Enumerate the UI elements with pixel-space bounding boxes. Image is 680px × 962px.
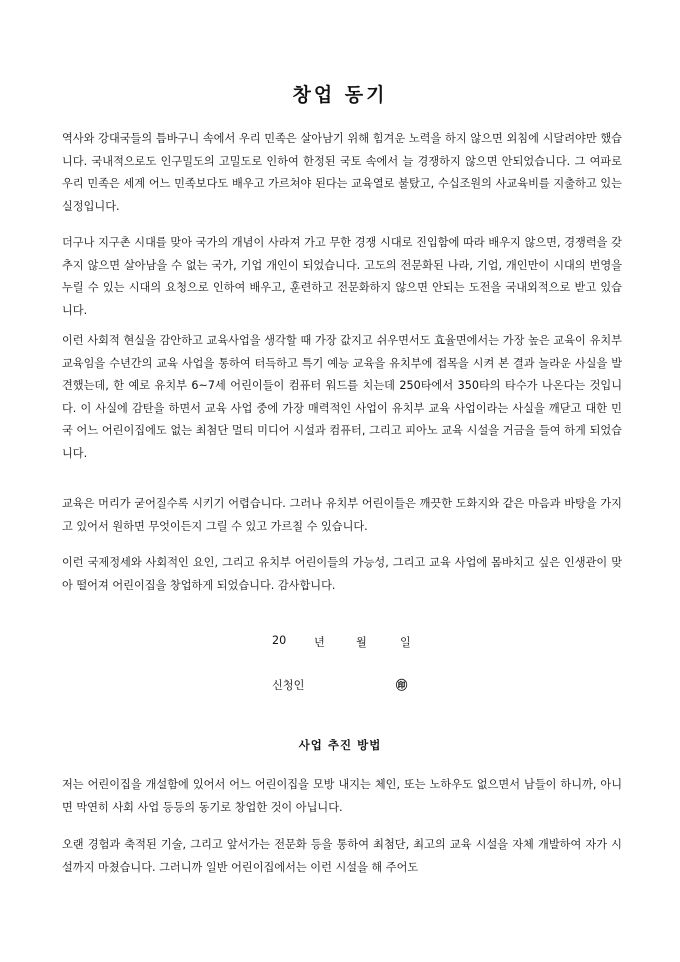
document-title: 창업 동기 (292, 84, 388, 106)
applicant-label: 신청인 (272, 679, 305, 692)
date-day-unit: 일 (400, 636, 411, 649)
date-year: 20 (272, 634, 287, 647)
date-month-unit: 월 (356, 636, 367, 649)
signature-line (0, 677, 680, 697)
body-paragraph: 이런 국제정세와 사회적인 요인, 그리고 유치부 어린이들의 가능성, 그리고 교육 사업에 몸바치고 싶은 인생관이 맞아 떨어져 어린이집을 창업하게 되었습니다. 감사합니다. (62, 556, 622, 592)
body-paragraph: 이런 사회적 현실을 감안하고 교육사업을 생각할 때 가장 값지고 쉬우면서도 효율면에서는 가장 높은 교육이 유치부 교육임을 수년간의 교육 사업을 통하여 터득하고 특기 예능 교육을 유치부에 접목을 시켜 본 결과 놀라운 사실을 발견했는데, 한 예로 유치부 6~7세 어린이들이 컴퓨터 워드를 치는데 250타에서 350타의 타수가 나온다는 것입니다. 이 사실에 감탄을 하면서 교육 사업 중에 가장 매력적인 사업이 유치부 교육 사업이라는 사실을 깨닫고 대한 민국 어느 어린이집에도 없는 최첨단 멀티 미디어 시설과 컴퓨터, 그리고 피아노 교육 시설을 거금을 들여 하게 되었습니다. (62, 334, 622, 460)
section-paragraph: 오랜 경험과 축적된 기술, 그리고 앞서가는 전문화 등을 통하여 최첨단, 최고의 교육 시설을 자체 개발하여 자가 시설까지 마쳤습니다. 그러니까 일반 어린이집에서는 이런 시설을 해 주어도 (62, 838, 622, 874)
body-paragraph: 교육은 머리가 굳어질수록 시키기 어렵습니다. 그러나 유치부 어린이들은 깨끗한 도화지와 같은 마음과 바탕을 가지고 있어서 원하면 무엇이든지 그릴 수 있고 가르칠 수 있습니다. (62, 497, 622, 533)
section-paragraph: 저는 어린이집을 개설함에 있어서 어느 어린이집을 모방 내지는 체인, 또는 노하우도 없으면서 남들이 하니까, 아니면 막연히 사회 사업 등등의 동기로 창업한 것이 아닙니다. (62, 778, 622, 814)
body-paragraph: 역사와 강대국들의 틈바구니 속에서 우리 민족은 살아남기 위해 힘겨운 노력을 하지 않으면 외침에 시달려야만 했습니다. 국내적으로도 인구밀도의 고밀도로 인하여 한정된 국토 속에서 늘 경쟁하지 않으면 안되었습니다. 그 여파로 우리 민족은 세계 어느 민족보다도 배우고 가르쳐야 된다는 교육열로 불탔고, 수십조원의 사교육비를 지출하고 있는 실정입니다. (62, 132, 622, 213)
seal-mark: ㊞ (396, 679, 408, 692)
date-line (0, 634, 680, 654)
section-title: 사업 추진 방법 (298, 738, 382, 752)
body-paragraph: 더구나 지구촌 시대를 맞아 국가의 개념이 사라져 가고 무한 경쟁 시대로 진입함에 따라 배우지 않으면, 경쟁력을 갖추지 않으면 살아남을 수 없는 국가, 기업 개인이 되었습니다. 고도의 전문화된 나라, 기업, 개인만이 시대의 번영을 누릴 수 있는 시대의 요청으로 인하여 배우고, 훈련하고 전문화하지 않으면 안되는 도전을 국내외적으로 받고 있습니다. (62, 236, 622, 317)
date-year-unit: 년 (314, 636, 325, 649)
